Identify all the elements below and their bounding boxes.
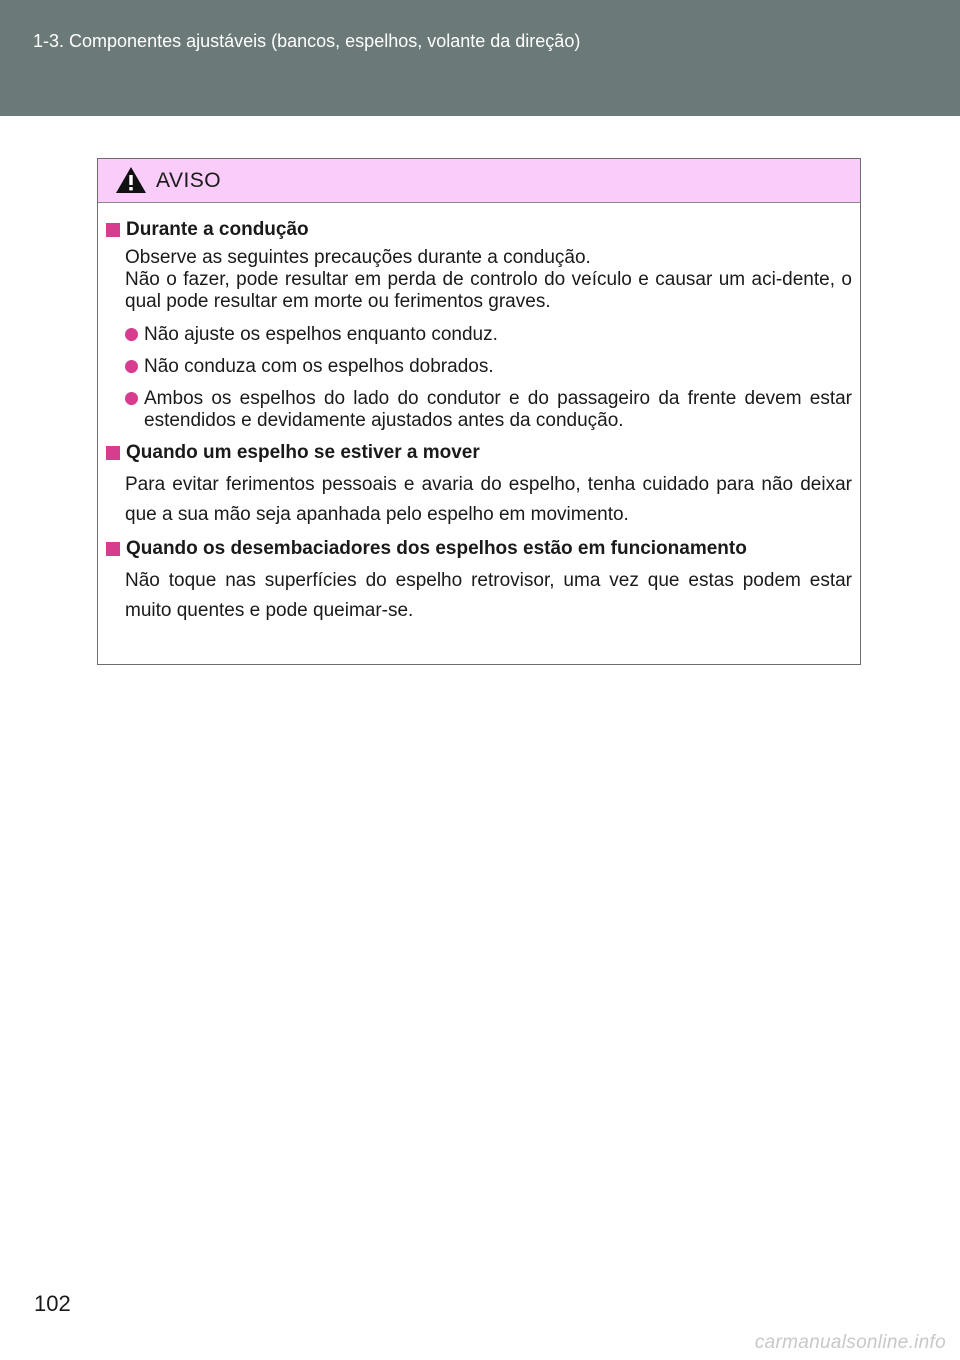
list-item bbox=[125, 324, 852, 346]
section-heading-driving bbox=[106, 219, 852, 241]
list-item bbox=[125, 388, 852, 432]
list-item-text: Ambos os espelhos do lado do condutor e do passageiro da frente devem estar estendidos e devidamente ajustados antes da condução. bbox=[144, 388, 852, 431]
warning-box bbox=[97, 158, 861, 665]
section-paragraph: Para evitar ferimentos pessoais e avaria do espelho, tenha cuidado para não deixar que a sua mão seja apanhada pelo espelho em movimento. bbox=[125, 474, 852, 525]
section-heading-text: Durante a condução bbox=[126, 219, 309, 240]
section-heading-text: Quando os desembaciadores dos espelhos estão em funcionamento bbox=[126, 538, 747, 559]
page-number: 102 bbox=[34, 1291, 71, 1316]
watermark: carmanualsonline.info bbox=[754, 1332, 946, 1353]
chapter-title: 1-3. Componentes ajustáveis (bancos, espelhos, volante da direção) bbox=[33, 31, 581, 51]
section-heading-mirror-moving bbox=[106, 442, 852, 464]
paragraph-line: Observe as seguintes precauções durante a condução. bbox=[125, 247, 591, 268]
round-bullet-icon bbox=[125, 392, 138, 405]
warning-header bbox=[98, 159, 860, 203]
list-item bbox=[125, 356, 852, 378]
section-paragraph: Não toque nas superfícies do espelho retrovisor, uma vez que estas podem estar muito quentes e pode queimar-se. bbox=[125, 570, 852, 621]
warning-triangle-icon bbox=[115, 166, 147, 194]
square-bullet-icon bbox=[106, 223, 120, 237]
round-bullet-icon bbox=[125, 360, 138, 373]
section-paragraph bbox=[125, 247, 852, 313]
square-bullet-icon bbox=[106, 446, 120, 460]
warning-body bbox=[98, 203, 860, 626]
paragraph-line: Não o fazer, pode resultar em perda de controlo do veículo e causar um aci-dente, o qual pode resultar em morte ou ferimentos graves. bbox=[125, 269, 852, 312]
section-heading-defoggers bbox=[106, 538, 852, 560]
section-heading-text: Quando um espelho se estiver a mover bbox=[126, 442, 480, 463]
round-bullet-icon bbox=[125, 328, 138, 341]
chapter-header-bar bbox=[0, 0, 960, 116]
list-item-text: Não ajuste os espelhos enquanto conduz. bbox=[144, 324, 498, 345]
square-bullet-icon bbox=[106, 542, 120, 556]
warning-title: AVISO bbox=[156, 169, 222, 192]
list-item-text: Não conduza com os espelhos dobrados. bbox=[144, 356, 494, 377]
